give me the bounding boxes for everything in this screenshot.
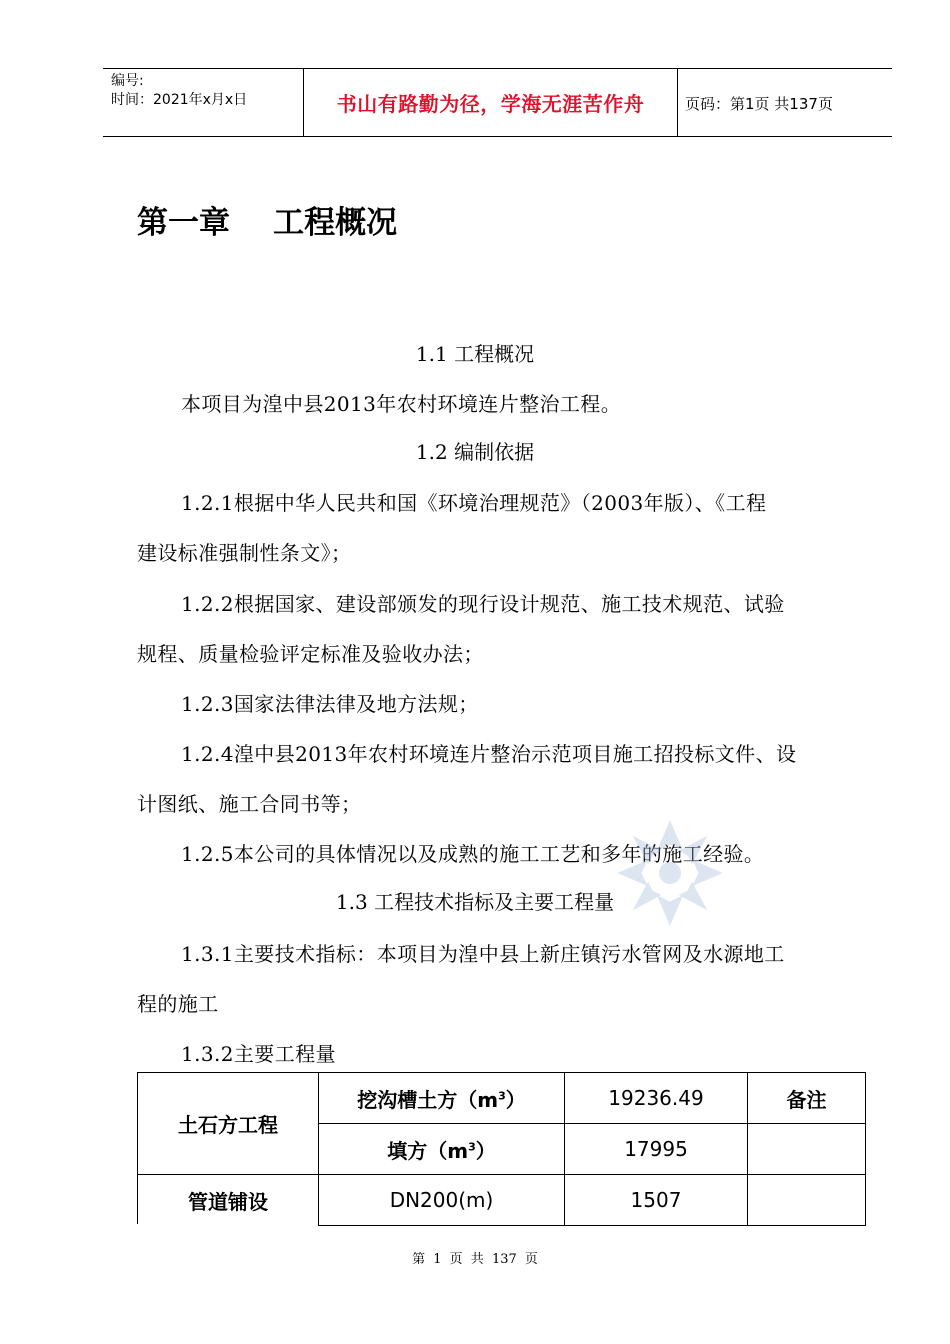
cell-text: ） — [505, 1087, 526, 1112]
header-page-info: 页码：第1页 共137页 — [685, 95, 833, 113]
cell-text: ） — [475, 1138, 496, 1163]
header-motto: 书山有路勤为径，学海无涯苦作舟 — [336, 92, 645, 116]
superscript: 3 — [498, 1088, 506, 1102]
paragraph: 1.2.3国家法律法律及地方法规； — [181, 692, 479, 716]
table-cell-quantity — [565, 1175, 748, 1226]
paragraph: 1.3.2主要工程量 — [181, 1042, 336, 1066]
footer-text: 页 — [449, 1252, 463, 1267]
paragraph: 1.2.4湟中县2013年农村环境连片整治示范项目施工招投标文件、设 — [181, 742, 797, 766]
cell-text: 备注 — [786, 1087, 827, 1112]
paragraph: 1.2.2根据国家、建设部颁发的现行设计规范、施工技术规范、试验 — [181, 592, 785, 616]
cell-text: 填方（m — [387, 1138, 469, 1163]
snowflake-logo-icon — [615, 818, 725, 928]
superscript: 3 — [468, 1139, 476, 1153]
table-cell-item — [319, 1124, 565, 1175]
section-title-1-1: 1.1 工程概况 — [415, 342, 535, 366]
section-title-1-3: 1.3 工程技术指标及主要工程量 — [335, 890, 615, 914]
table-cell-note — [748, 1124, 866, 1175]
header-number: 编号: — [111, 73, 144, 89]
header-time: 时间：2021年x月x日 — [111, 92, 248, 108]
paragraph: 计图纸、施工合同书等； — [137, 792, 362, 816]
header-divider — [677, 69, 678, 136]
table-row — [138, 1073, 866, 1124]
cell-text: 管道铺设 — [188, 1189, 268, 1214]
table-cell-category — [138, 1175, 319, 1226]
paragraph: 本项目为湟中县2013年农村环境连片整治工程。 — [181, 392, 622, 416]
header-meta — [103, 69, 303, 136]
cell-text: 17995 — [624, 1137, 688, 1161]
table-cell-note — [748, 1175, 866, 1226]
table-cell-category — [138, 1073, 319, 1175]
chapter-title: 第一章 工程概况 — [137, 205, 398, 241]
cell-text: 土石方工程 — [178, 1113, 278, 1137]
table-open-edge — [136, 1224, 318, 1228]
cell-text: DN200(m) — [389, 1188, 494, 1212]
table-row — [138, 1175, 866, 1226]
cell-text: 19236.49 — [608, 1086, 704, 1110]
table-cell-item — [319, 1175, 565, 1226]
quantity-table — [137, 1072, 866, 1226]
table-cell-item — [319, 1073, 565, 1124]
footer-text: 页 — [524, 1252, 538, 1267]
section-title-1-2: 1.2 编制依据 — [415, 440, 535, 464]
paragraph: 程的施工 — [137, 992, 219, 1016]
footer-page-number: 1 — [433, 1252, 442, 1267]
footer-text: 共 — [470, 1252, 484, 1267]
footer-text: 第 — [412, 1252, 426, 1267]
table-cell-quantity — [565, 1124, 748, 1175]
page-footer — [0, 1248, 950, 1267]
paragraph: 1.2.1根据中华人民共和国《环境治理规范》（2003年版）、《工程 — [181, 491, 767, 515]
cell-text: 1507 — [630, 1188, 682, 1212]
paragraph: 规程、质量检验评定标准及验收办法； — [137, 642, 484, 666]
paragraph: 建设标准强制性条文》； — [137, 541, 352, 565]
paragraph: 1.3.1主要技术指标：本项目为湟中县上新庄镇污水管网及水源地工 — [181, 942, 785, 966]
page-header — [103, 68, 892, 137]
cell-text: 挖沟槽土方（m — [357, 1087, 499, 1112]
footer-total-pages: 137 — [491, 1252, 517, 1267]
table-cell-quantity — [565, 1073, 748, 1124]
paragraph: 1.2.5本公司的具体情况以及成熟的施工工艺和多年的施工经验。 — [181, 842, 765, 866]
table-cell-note — [748, 1073, 866, 1124]
